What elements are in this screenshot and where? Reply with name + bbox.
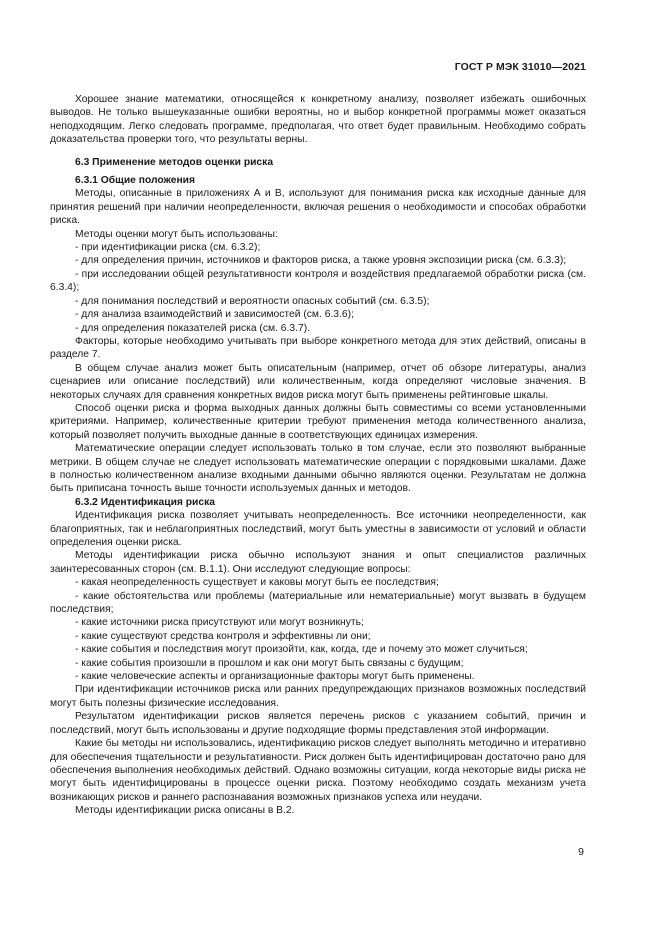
paragraph-6-3-1-c: Факторы, которые необходимо учитывать при выборе конкретного метода для этих действий, описаны в разделе 7. bbox=[50, 335, 586, 361]
paragraph-6-3-1-d: В общем случае анализ может быть описательным (например, отчет об обзоре литературы, анализ сценариев или описание последствий) или количественным, когда определяют числовые значения. В некоторых случаях для сравнения конкретных видов риска могут быть применены рейтинговые шкалы. bbox=[50, 362, 586, 401]
list-item-6-3-1: - при исследовании общей результативности контроля и воздействия предлагаемой обработки риска (см. 6.3.4); bbox=[50, 268, 586, 294]
list-item-6-3-2: - какие источники риска присутствуют или могут возникнуть; bbox=[75, 617, 364, 629]
paragraph-6-3-2-a: Идентификация риска позволяет учитывать неопределенность. Все источники неопределенности, как благоприятных, так и неблагоприятных последствий, могут быть уместны в зависимости от условий и области определения оценки риска. bbox=[50, 510, 586, 548]
list-item-6-3-2: - какая неопределенность существует и каковы могут быть ее последствия; bbox=[75, 577, 439, 589]
paragraph-6-3-2-c: При идентификации источников риска или ранних предупреждающих признаков возможных последствий могут быть полезны физические исследования. bbox=[50, 684, 586, 709]
list-item-6-3-2: - какие обстоятельства или проблемы (материальные или нематериальные) могут вызвать в будущем последствия; bbox=[50, 590, 586, 616]
list-item-6-3-1: - для определения причин, источников и факторов риска, а также уровня экспозиции риска (см. 6.3.3); bbox=[75, 255, 567, 267]
paragraph-6-3-1-a: Методы, описанные в приложениях А и В, используют для понимания риска как исходные данные для принятия решений при наличии неопределенности, включая решения о необходимости и способах обработки риска. bbox=[50, 188, 586, 227]
page-body bbox=[50, 93, 586, 818]
paragraph-6-3-1-b: Методы оценки могут быть использованы: bbox=[75, 228, 278, 240]
paragraph-6-3-2-b: Методы идентификации риска обычно используют знания и опыт специалистов различных заинтересованных сторон (см. В.1.1). Они исследуют следующие вопросы: bbox=[50, 550, 586, 575]
list-item-6-3-2: - какие человеческие аспекты и организационные факторы могут быть применены. bbox=[75, 671, 475, 683]
paragraph-6-3-2-e: Какие бы методы ни использовались, идентификацию рисков следует выполнять методично и итеративно для обеспечения тщательности и результативности. Риск должен быть идентифицирован достаточно рано для обеспечения выполнения необходимых действий. Однако возможны ситуации, когда некоторые виды риска не могут быть идентифицированы в процессе оценки риска. Поэтому необходимо создать механизм учета возникающих рисков и раннего распознавания возможных признаков успеха или неудачи. bbox=[50, 738, 586, 803]
paragraph-6-3-1-e: Способ оценки риска и форма выходных данных должны быть совместимы со всеми установленными критериями. Например, количественные критерии требуют применения метода количественного анализа, который позволяет получить выходные данные в соответствующих единицах измерения. bbox=[50, 402, 586, 441]
subsection-heading-6-3-2: 6.3.2 Идентификация риска bbox=[75, 496, 215, 508]
list-item-6-3-1: - для анализа взаимодействий и зависимостей (см. 6.3.6); bbox=[75, 309, 354, 321]
document-code-header: ГОСТ Р МЭК 31010—2021 bbox=[454, 61, 586, 73]
paragraph-6-3-2-f: Методы идентификации риска описаны в В.2. bbox=[75, 805, 295, 817]
list-item-6-3-1: - для определения показателей риска (см. 6.3.7). bbox=[75, 322, 310, 334]
list-item-6-3-2: - какие события и последствия могут произойти, как, когда, где и почему это может случиться; bbox=[75, 644, 528, 656]
intro-paragraph: Хорошее знание математики, относящейся к конкретному анализу, позволяет избежать ошибочных выводов. Не только вышеуказанные ошибки вероятны, но и выбор конкретной программы может оказаться неподходящим. Легко следовать программе, предполагая, что ответ будет правильным. Необходимо собрать доказательства проверки того, что результаты верны. bbox=[50, 94, 586, 146]
list-item-6-3-2: - какие существуют средства контроля и эффективны ли они; bbox=[75, 630, 371, 642]
section-heading-6-3: 6.3 Применение методов оценки риска bbox=[75, 156, 274, 168]
list-item-6-3-2: - какие события произошли в прошлом и как они могут быть связаны с будущим; bbox=[75, 657, 464, 669]
list-item-6-3-1: - при идентификации риска (см. 6.3.2); bbox=[75, 242, 261, 254]
list-item-6-3-1: - для понимания последствий и вероятности опасных событий (см. 6.3.5); bbox=[75, 295, 430, 307]
paragraph-6-3-1-f: Математические операции следует использовать только в том случае, если это позволяют выбранные метрики. В общем случае не следует использовать математические операции с порядковыми шкалами. Даже в полностью количественном анализе входными данными обычно являются оценки. Результатам не должна быть приписана точность выше точности используемых данных и методов. bbox=[50, 443, 586, 495]
subsection-heading-6-3-1: 6.3.1 Общие положения bbox=[75, 175, 195, 187]
page-number: 9 bbox=[578, 846, 584, 858]
paragraph-6-3-2-d: Результатом идентификации рисков является перечень рисков с указанием событий, причин и последствий, могут быть использованы и другие подходящие формы представления этой информации. bbox=[50, 711, 586, 736]
